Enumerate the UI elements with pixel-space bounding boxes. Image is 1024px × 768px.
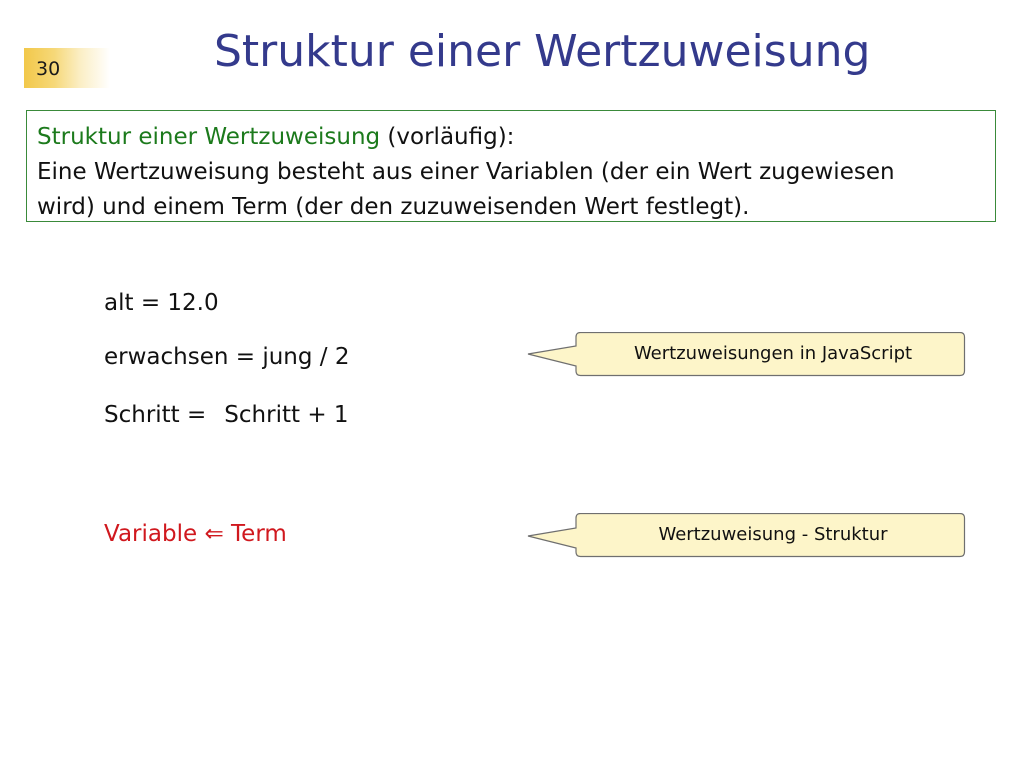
example-assignment-2: erwachsen = jung / 2 xyxy=(104,344,350,370)
definition-text-line-1: Eine Wertzuweisung besteht aus einer Variablen (der ein Wert zugewiesen xyxy=(37,159,895,185)
example-assignment-1: alt = 12.0 xyxy=(104,290,219,316)
callout-javascript-label: Wertzuweisungen in JavaScript xyxy=(633,343,913,364)
example-assignment-3-left: Schritt = xyxy=(104,402,207,428)
definition-heading xyxy=(37,120,995,155)
example-assignment-3 xyxy=(104,402,349,428)
example-assignment-3-right: Schritt + 1 xyxy=(224,402,349,428)
structure-variable: Variable xyxy=(104,521,198,547)
definition-box xyxy=(26,110,996,222)
callout-structure-label: Wertzuweisung - Struktur xyxy=(658,524,888,545)
definition-text-line-2: wird) und einem Term (der den zuzuweisenden Wert festlegt). xyxy=(37,194,750,220)
definition-heading-qualifier: (vorläufig): xyxy=(380,124,515,150)
callout-javascript xyxy=(520,332,970,384)
callout-structure xyxy=(520,513,970,565)
page-number: 30 xyxy=(36,58,61,80)
slide-title: Struktur einer Wertzuweisung xyxy=(214,26,871,77)
structure-formula xyxy=(104,521,287,547)
structure-term: Term xyxy=(231,521,287,547)
left-arrow-icon: ⇐ xyxy=(204,521,224,547)
definition-heading-term: Struktur einer Wertzuweisung xyxy=(37,124,381,150)
